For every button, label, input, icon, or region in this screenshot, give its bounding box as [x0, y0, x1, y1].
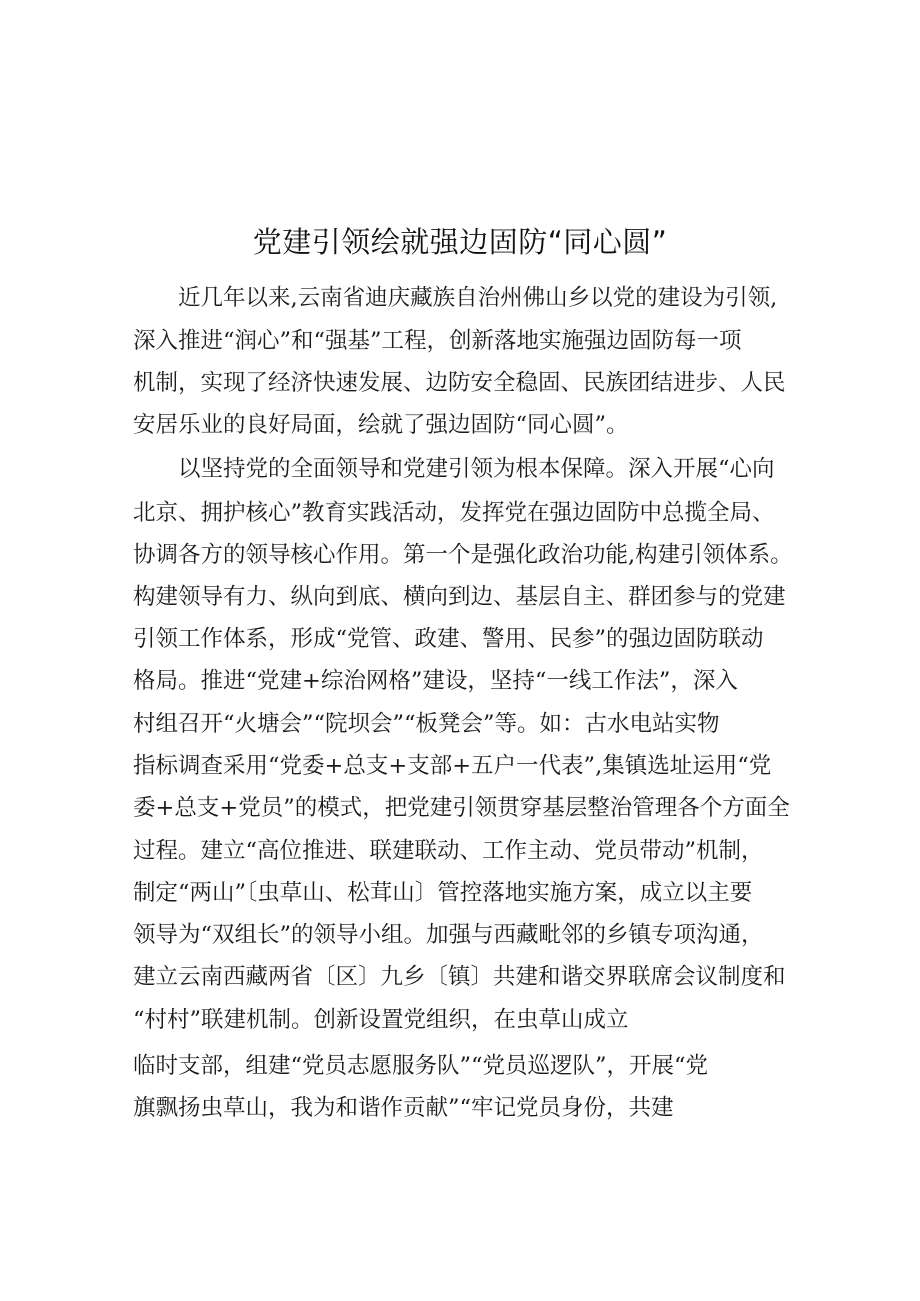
paragraph-line: 建立云南西藏两省〔区〕九乡〔镇〕共建和谐交界联席会议制度和 [133, 964, 786, 990]
paragraph-line: 过程。建立“高位推进、联建联动、工作主动、党员带动”机制， [133, 838, 764, 864]
paragraph-line: 村组召开“火塘会”“院坝会”“板凳会”等。如：古水电站实物 [133, 711, 720, 737]
paragraph-line: 北京、拥护核心”教育实践活动，发挥党在强边固防中总揽全局、 [133, 500, 775, 526]
paragraph-line: 委+总支+党员”的模式，把党建引领贯穿基层整治管理各个方面全 [133, 795, 790, 821]
paragraph-line: 引领工作体系，形成“党管、政建、警用、民参”的强边固防联动 [133, 626, 764, 652]
paragraph-line: 以坚持党的全面领导和党建引领为根本保障。深入开展“心向 [178, 456, 775, 482]
paragraph-line: “村村”联建机制。创新设置党组织，在虫草山成立 [133, 1007, 629, 1033]
paragraph-line: 深入推进“润心”和“强基”工程，创新落地实施强边固防每一项 [133, 328, 742, 354]
paragraph-line: 制定“两山”〔虫草山、松茸山〕管控落地实施方案，成立以主要 [133, 880, 753, 906]
paragraph-line: 构建领导有力、纵向到底、横向到边、基层自主、群团参与的党建 [133, 584, 786, 610]
paragraph-line: 指标调查采用“党委+总支+支部+五户一代表”,集镇选址运用“党 [133, 753, 772, 779]
paragraph-line: 格局。推进“党建+综治网格”建设，坚持“一线工作法”，深入 [133, 668, 738, 694]
document-title: 党建引领绘就强边固防“同心圆” [252, 225, 668, 259]
paragraph-line: 旗飘扬虫草山，我为和谐作贡献”“牢记党员身份，共建 [133, 1095, 674, 1121]
paragraph-line: 近几年以来,云南省迪庆藏族自治州佛山乡以党的建设为引领, [178, 285, 778, 311]
paragraph-line: 临时支部，组建“党员志愿服务队”“党员巡逻队”，开展“党 [133, 1053, 709, 1079]
paragraph-line: 协调各方的领导核心作用。第一个是强化政治功能,构建引领体系。 [133, 542, 793, 568]
paragraph-line: 安居乐业的良好局面，绘就了强边固防“同心圆”。 [133, 412, 629, 438]
paragraph-line: 领导为“双组长”的领导小组。加强与西藏毗邻的乡镇专项沟通， [133, 922, 764, 948]
paragraph-line: 机制，实现了经济快速发展、边防安全稳固、民族团结进步、人民 [133, 370, 786, 396]
